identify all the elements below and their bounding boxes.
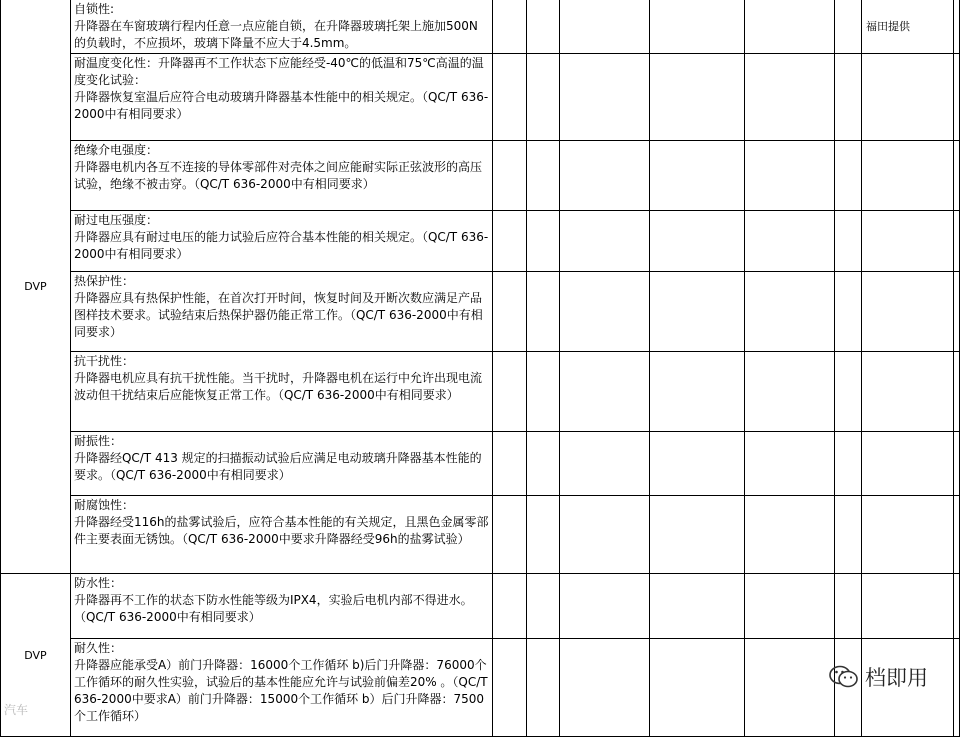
requirement-cell: 自锁性: 升降器在车窗玻璃行程内任意一点应能自锁，在升降器玻璃托架上施加500N的负载时，不应损坏，玻璃下降量不应大于4.5mm。 (70, 0, 492, 54)
empty-cell (745, 211, 835, 272)
empty-cell (560, 432, 650, 496)
requirement-cell: 绝缘介电强度： 升降器电机内各互不连接的导体零部件对壳体之间应能耐实际正弦波形的高压试验，绝缘不被击穿。（QC/T 636-2000中有相同要求） (70, 141, 492, 211)
empty-cell (650, 211, 745, 272)
table-row (1, 352, 960, 432)
empty-cell (650, 141, 745, 211)
empty-cell (527, 141, 560, 211)
empty-cell (527, 272, 560, 352)
empty-cell (745, 54, 835, 141)
requirement-cell: 耐腐蚀性： 升降器经受116h的盐雾试验后，应符合基本性能的有关规定，且黑色金属零部件主要表面无锈蚀。（QC/T 636-2000中要求升降器经受96h的盐雾试验） (70, 496, 492, 574)
edge-cell (953, 574, 959, 639)
empty-cell (745, 141, 835, 211)
empty-cell (527, 352, 560, 432)
empty-cell (492, 272, 527, 352)
wechat-icon (829, 664, 859, 690)
empty-cell (650, 432, 745, 496)
empty-cell (745, 352, 835, 432)
empty-cell (835, 496, 862, 574)
table-row (1, 141, 960, 211)
edge-cell (953, 432, 959, 496)
table-row (1, 574, 960, 639)
requirement-cell: 耐久性： 升降器应能承受A）前门升降器：16000个工作循环 b)后门升降器：76000个工作循环的耐久性实验，试验后的基本性能应允许与试验前偏差20% 。（QC/T 636-2000中要求A）前门升降器：15000个工作循环 b）后门升降器：7500个工作循环） (70, 639, 492, 737)
empty-cell (650, 352, 745, 432)
table-row (1, 54, 960, 141)
empty-cell (492, 432, 527, 496)
empty-cell (650, 0, 745, 54)
note-cell: 福田提供 (862, 0, 954, 54)
table-row (1, 272, 960, 352)
empty-cell (492, 0, 527, 54)
empty-cell (560, 272, 650, 352)
note-cell (862, 141, 954, 211)
empty-cell (650, 54, 745, 141)
empty-cell (560, 496, 650, 574)
stage-cell: DVP (1, 574, 71, 737)
empty-cell (650, 574, 745, 639)
empty-cell (835, 141, 862, 211)
empty-cell (835, 352, 862, 432)
empty-cell (527, 496, 560, 574)
note-cell (862, 54, 954, 141)
note-cell (862, 352, 954, 432)
empty-cell (527, 0, 560, 54)
empty-cell (492, 211, 527, 272)
requirement-cell: 防水性： 升降器再不工作的状态下防水性能等级为IPX4，实验后电机内部不得进水。（QC/T 636-2000中有相同要求） (70, 574, 492, 639)
empty-cell (745, 639, 835, 737)
table-row (1, 432, 960, 496)
edge-cell (953, 211, 959, 272)
edge-cell (953, 496, 959, 574)
corner-watermark: 汽车 (4, 703, 29, 717)
edge-cell (953, 0, 959, 54)
empty-cell (835, 272, 862, 352)
watermark (829, 662, 928, 692)
edge-cell (953, 272, 959, 352)
table-row (1, 496, 960, 574)
empty-cell (745, 496, 835, 574)
edge-cell (953, 639, 959, 737)
empty-cell (527, 211, 560, 272)
empty-cell (745, 432, 835, 496)
requirement-cell: 耐振性： 升降器经QC/T 413 规定的扫描振动试验后应满足电动玻璃升降器基本性能的要求。（QC/T 636-2000中有相同要求） (70, 432, 492, 496)
note-cell (862, 272, 954, 352)
empty-cell (492, 54, 527, 141)
edge-cell (953, 141, 959, 211)
empty-cell (492, 141, 527, 211)
empty-cell (492, 639, 527, 737)
requirement-cell: 热保护性： 升降器应具有热保护性能，在首次打开时间，恢复时间及开断次数应满足产品图样技术要求。试验结束后热保护器仍能正常工作。（QC/T 636-2000中有相同要求） (70, 272, 492, 352)
empty-cell (560, 352, 650, 432)
table-row (1, 639, 960, 737)
empty-cell (527, 574, 560, 639)
empty-cell (835, 432, 862, 496)
requirement-cell: 耐过电压强度： 升降器应具有耐过电压的能力试验后应符合基本性能的相关规定。（QC/T 636-2000中有相同要求） (70, 211, 492, 272)
empty-cell (527, 639, 560, 737)
empty-cell (492, 496, 527, 574)
requirement-cell: 抗干扰性： 升降器电机应具有抗干扰性能。当干扰时，升降器电机在运行中允许出现电流波动但干扰结束后应能恢复正常工作。（QC/T 636-2000中有相同要求） (70, 352, 492, 432)
empty-cell (745, 574, 835, 639)
empty-cell (835, 574, 862, 639)
table-row (1, 0, 960, 54)
note-cell (862, 211, 954, 272)
note-cell (862, 574, 954, 639)
empty-cell (745, 272, 835, 352)
empty-cell (560, 574, 650, 639)
requirement-cell: 耐温度变化性：升降器再不工作状态下应能经受-40℃的低温和75℃高温的温度变化试验： 升降器恢复室温后应符合电动玻璃升降器基本性能中的相关规定。（QC/T 636-2000中有相同要求） (70, 54, 492, 141)
table-row (1, 211, 960, 272)
empty-cell (560, 639, 650, 737)
note-cell (862, 432, 954, 496)
edge-cell (953, 352, 959, 432)
stage-cell: DVP (1, 0, 71, 574)
empty-cell (835, 0, 862, 54)
empty-cell (527, 54, 560, 141)
empty-cell (492, 352, 527, 432)
note-cell (862, 496, 954, 574)
empty-cell (835, 211, 862, 272)
empty-cell (650, 272, 745, 352)
empty-cell (560, 211, 650, 272)
empty-cell (560, 141, 650, 211)
empty-cell (650, 639, 745, 737)
empty-cell (835, 54, 862, 141)
empty-cell (560, 54, 650, 141)
watermark-text: 档即用 (865, 666, 928, 690)
empty-cell (492, 574, 527, 639)
empty-cell (650, 496, 745, 574)
empty-cell (745, 0, 835, 54)
edge-cell (953, 54, 959, 141)
empty-cell (527, 432, 560, 496)
empty-cell (560, 0, 650, 54)
